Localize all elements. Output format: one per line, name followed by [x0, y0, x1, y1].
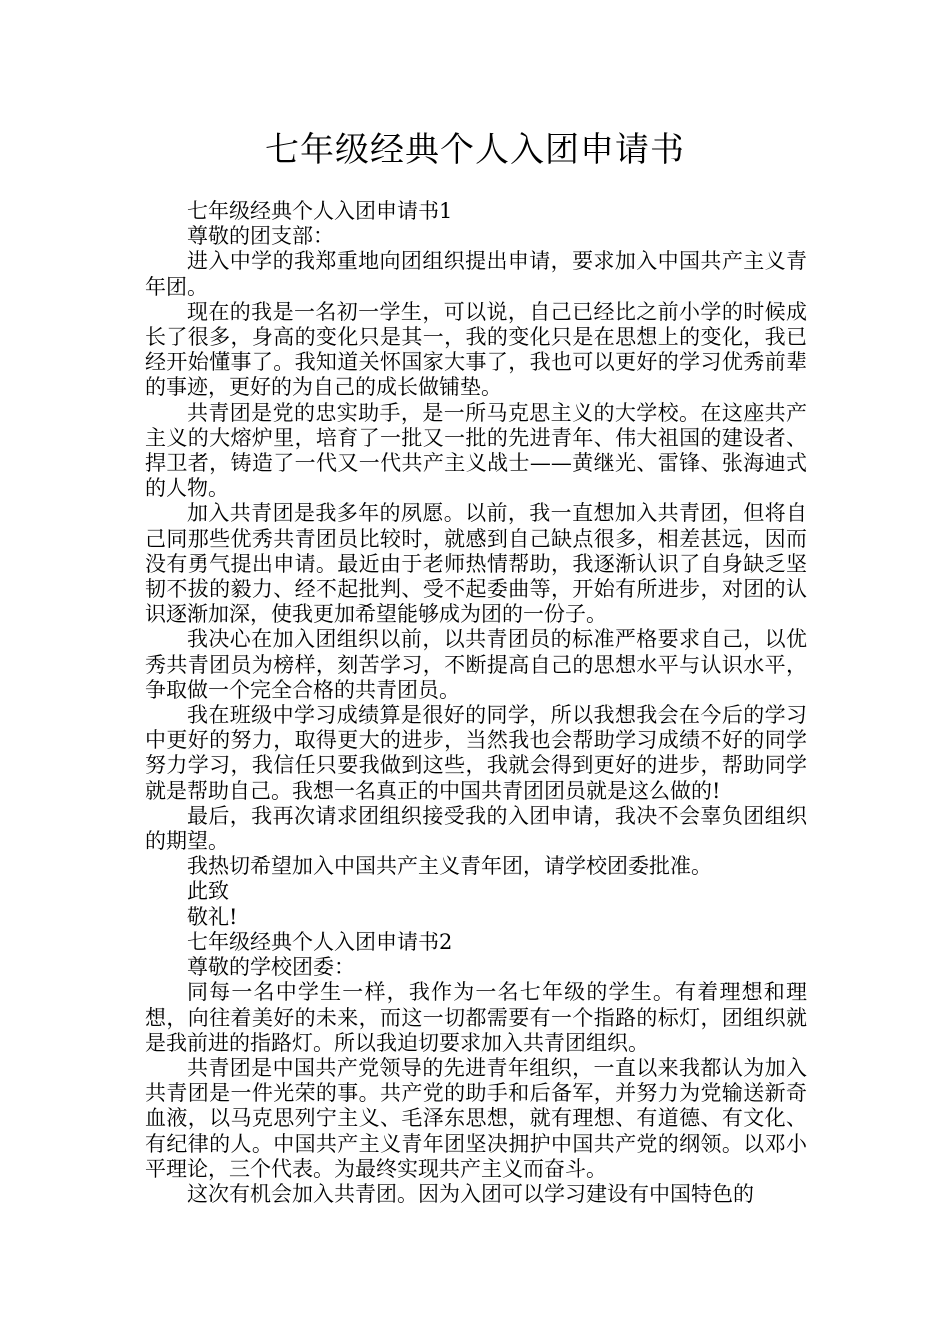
section-heading: 七年级经典个人入团申请书1: [187, 199, 453, 223]
paragraph: 我在班级中学习成绩算是很好的同学，所以我想我会在今后的学习中更好的努力，取得更大的进步，当然我也会帮助学习成绩不好的同学努力学习，我信任只要我做到这些，我就会得到更好的进步，帮助同学就是帮助自己。我想一名真正的中国共青团团员就是这么做的!: [145, 703, 807, 803]
paragraph: 进入中学的我郑重地向团组织提出申请，要求加入中国共产主义青年团。: [145, 249, 807, 299]
paragraph: 共青团是中国共产党领导的先进青年组织，一直以来我都认为加入共青团是一件光荣的事。共产党的助手和后备军，并努力为党输送新奇血液，以马克思列宁主义、毛泽东思想，就有理想、有道德、有文化、有纪律的人。中国共产主义青年团坚决拥护中国共产党的纲领。以邓小平理论，三个代表。为最终实现共产主义而奋斗。: [145, 1055, 807, 1181]
paragraph: 我决心在加入团组织以前，以共青团员的标准严格要求自己，以优秀共青团员为榜样，刻苦学习，不断提高自己的思想水平与认识水平，争取做一个完全合格的共青团员。: [145, 627, 807, 702]
document-title: 七年级经典个人入团申请书: [265, 130, 685, 170]
section-heading: 七年级经典个人入团申请书2: [187, 929, 453, 954]
salutation: 尊敬的团支部：: [187, 224, 334, 249]
paragraph: 加入共青团是我多年的夙愿。以前，我一直想加入共青团，但将自己同那些优秀共青团员比较时，就感到自己缺点很多，相差甚远，因而没有勇气提出申请。最近由于老师热情帮助，我逐渐认识了自身缺乏坚韧不拔的毅力、经不起批判、受不起委曲等，开始有所进步，对团的认识逐渐加深，使我更加希望能够成为团的一份子。: [145, 501, 807, 627]
closing-line: 此致: [187, 879, 229, 904]
paragraph: 我热切希望加入中国共产主义青年团，请学校团委批准。: [187, 854, 712, 879]
paragraph: 最后，我再次请求团组织接受我的入团申请，我决不会辜负团组织的期望。: [145, 803, 807, 854]
document-body: [145, 199, 807, 1207]
paragraph: 共青团是党的忠实助手，是一所马克思主义的大学校。在这座共产主义的大熔炉里，培育了一批又一批的先进青年、伟大祖国的建设者、捍卫者，铸造了一代又一代共产主义战士——黄继光、雷锋、张海迪式的人物。: [145, 400, 807, 501]
closing-line: 敬礼!: [187, 904, 238, 929]
paragraph: 现在的我是一名初一学生，可以说，自己已经比之前小学的时候成长了很多，身高的变化只是其一，我的变化只是在思想上的变化，我已经开始懂事了。我知道关怀国家大事了，我也可以更好的学习优秀前辈的事迹，更好的为自己的成长做铺垫。: [145, 299, 807, 400]
paragraph: 这次有机会加入共青团。因为入团可以学习建设有中国特色的: [187, 1181, 754, 1206]
salutation: 尊敬的学校团委：: [187, 955, 355, 980]
paragraph: 同每一名中学生一样，我作为一名七年级的学生。有着理想和理想，向往着美好的未来，而这一切都需要有一个指路的标灯，团组织就是我前进的指路灯。所以我迫切要求加入共青团组织。: [145, 980, 807, 1055]
